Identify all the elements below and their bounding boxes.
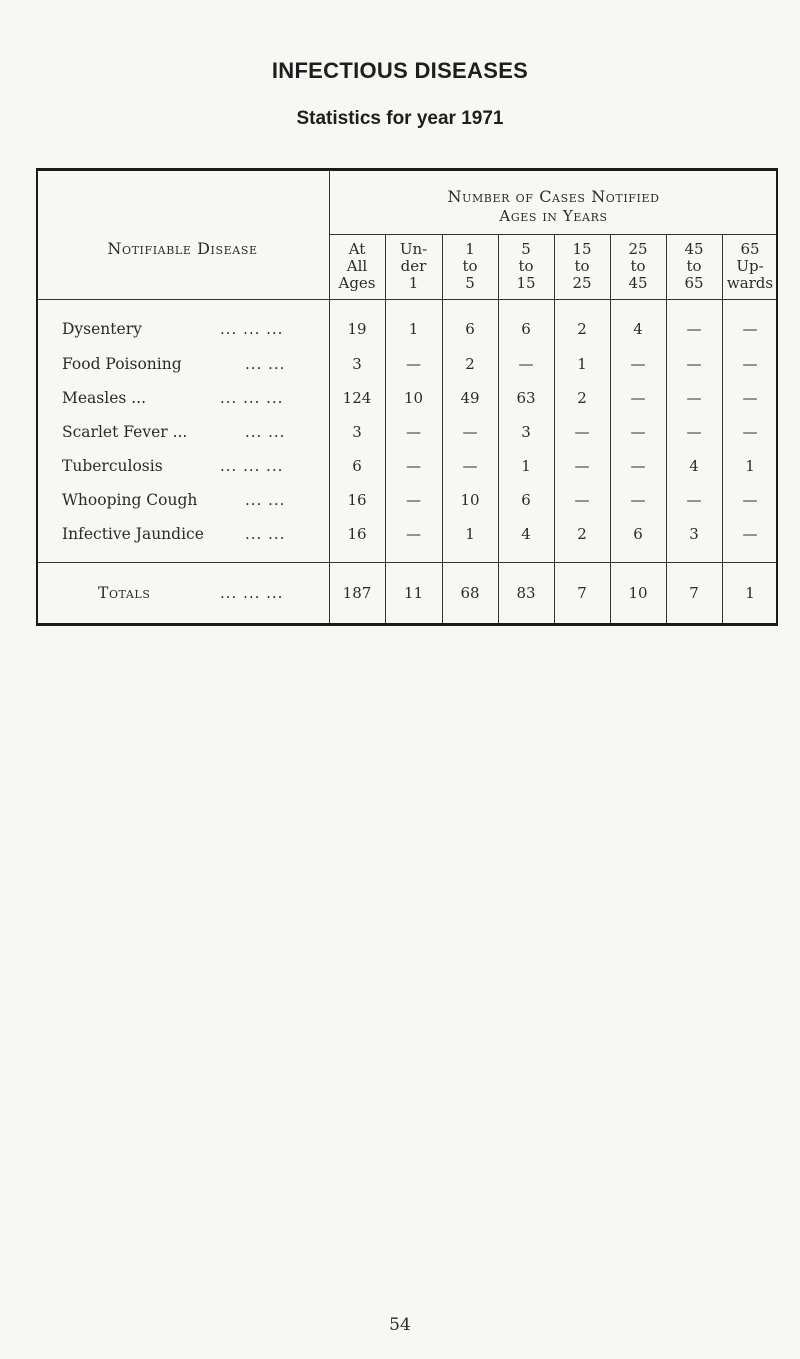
table-cell: 3: [352, 423, 362, 441]
header-divider: [329, 234, 776, 235]
page-subtitle: Statistics for year 1971: [296, 108, 504, 129]
totals-cell: 7: [689, 584, 699, 602]
table-cell: —: [406, 423, 421, 441]
table-cell: —: [686, 491, 702, 509]
table-cell: —: [686, 320, 702, 338]
table-cell: 124: [342, 389, 372, 407]
disease-name: Food Poisoning: [62, 355, 182, 373]
table-cell: 10: [403, 389, 424, 407]
table-cell: —: [742, 389, 758, 407]
leader-dots: ... ... ...: [220, 320, 284, 338]
table-cell: —: [630, 457, 646, 475]
totals-cell: 187: [342, 584, 372, 602]
table-cell: 16: [347, 525, 367, 543]
totals-cell: 68: [460, 584, 480, 602]
table-cell: 1: [745, 457, 755, 475]
header-bottom-rule: [38, 299, 776, 300]
disease-name: Scarlet Fever ...: [62, 423, 188, 441]
group-header-line2: Ages in Years: [499, 207, 608, 225]
table-cell: —: [742, 355, 758, 373]
table-cell: 3: [521, 423, 531, 441]
age-column-header: 45 to 65: [684, 240, 704, 292]
disease-name: Measles ...: [62, 389, 147, 407]
table-cell: 6: [465, 320, 475, 338]
table-cell: —: [742, 525, 758, 543]
table-cell: 1: [465, 525, 475, 543]
table-cell: 1: [408, 320, 419, 338]
table-cell: —: [686, 355, 702, 373]
table-cell: —: [686, 389, 702, 407]
table-cell: 2: [577, 389, 587, 407]
leader-dots: ... ... ...: [220, 584, 284, 602]
table-cell: 4: [689, 457, 699, 475]
table-cell: —: [742, 423, 758, 441]
table-cell: —: [630, 389, 646, 407]
table-cell: 6: [521, 491, 531, 509]
age-column-header: 65 Up- wards: [726, 240, 774, 292]
table-cell: 63: [516, 389, 536, 407]
table-cell: 16: [347, 491, 367, 509]
totals-cell: 11: [403, 584, 424, 602]
table-cell: —: [462, 423, 478, 441]
table-cell: 6: [521, 320, 531, 338]
leader-dots: ... ... ...: [220, 457, 284, 475]
leader-dots: ... ... ...: [220, 389, 284, 407]
table-cell: —: [406, 457, 421, 475]
page-number: 54: [389, 1315, 411, 1335]
table-cell: 6: [352, 457, 362, 475]
age-column-header: At All Ages: [338, 240, 376, 292]
totals-cell: 10: [628, 584, 648, 602]
totals-cell: 83: [516, 584, 536, 602]
totals-cell: 1: [745, 584, 755, 602]
table-cell: —: [742, 491, 758, 509]
table-cell: —: [630, 355, 646, 373]
table-cell: 10: [460, 491, 480, 509]
age-column-header: Un- der 1: [399, 240, 428, 292]
table-cell: 1: [521, 457, 531, 475]
table-cell: 2: [577, 320, 587, 338]
table-cell: —: [630, 491, 646, 509]
leader-dots: ... ...: [245, 355, 286, 373]
table-cell: —: [406, 355, 421, 373]
disease-name: Whooping Cough: [62, 491, 198, 509]
table-cell: —: [574, 457, 590, 475]
table-cell: 2: [577, 525, 587, 543]
table-cell: —: [406, 491, 421, 509]
age-column-header: 5 to 15: [516, 240, 536, 292]
table-cell: —: [686, 423, 702, 441]
leader-dots: ... ...: [245, 525, 286, 543]
age-column-header: 1 to 5: [462, 240, 478, 292]
disease-name: Dysentery: [62, 320, 142, 338]
table-cell: 19: [347, 320, 367, 338]
table-cell: —: [630, 423, 646, 441]
table-cell: 3: [689, 525, 699, 543]
table-cell: —: [406, 525, 421, 543]
group-header-line1: Number of Cases Notified: [447, 187, 660, 206]
table-cell: 3: [352, 355, 362, 373]
leader-dots: ... ...: [245, 491, 286, 509]
table-cell: 49: [460, 389, 480, 407]
table-cell: —: [574, 491, 590, 509]
age-column-header: 25 to 45: [628, 240, 648, 292]
disease-column-header: Notifiable Disease: [107, 239, 258, 258]
disease-name: Infective Jaundice: [62, 525, 204, 543]
disease-name: Tuberculosis: [62, 457, 163, 475]
table-cell: 4: [633, 320, 643, 338]
table-cell: 2: [465, 355, 475, 373]
page-title: INFECTIOUS DISEASES: [271, 58, 529, 83]
age-column-header: 15 to 25: [572, 240, 592, 292]
table-cell: 6: [633, 525, 643, 543]
leader-dots: ... ...: [245, 423, 286, 441]
table-cell: —: [574, 423, 590, 441]
table-cell: —: [462, 457, 478, 475]
totals-cell: 7: [577, 584, 587, 602]
table-cell: —: [742, 320, 758, 338]
totals-rule: [38, 562, 776, 563]
table-cell: —: [518, 355, 534, 373]
table-cell: 1: [577, 355, 587, 373]
table-cell: 4: [521, 525, 531, 543]
totals-label: Totals: [98, 584, 151, 602]
